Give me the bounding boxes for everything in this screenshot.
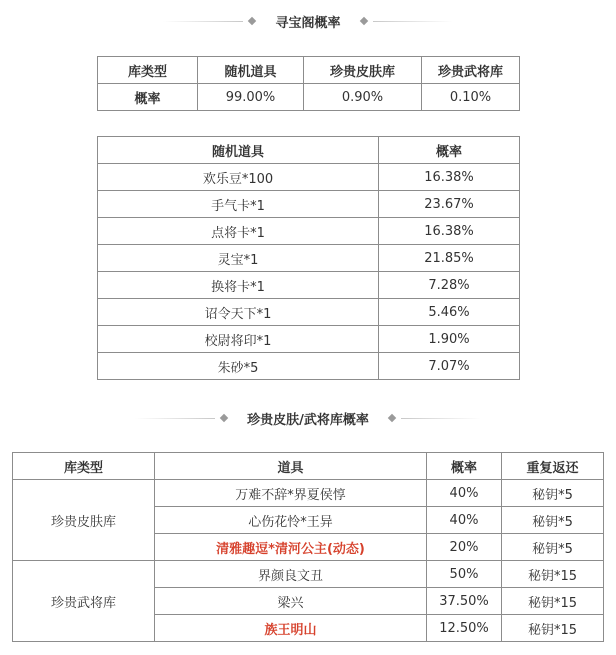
diamond-icon bbox=[220, 414, 228, 422]
item-name: 万难不辞*界夏侯惇 bbox=[155, 480, 427, 507]
item-name: 朱砂*5 bbox=[98, 353, 379, 380]
item-name: 梁兴 bbox=[155, 588, 427, 615]
pool-type: 珍贵武将库 bbox=[13, 561, 155, 642]
table-header-row bbox=[13, 453, 604, 480]
header-cell: 道具 bbox=[155, 453, 427, 480]
item-refund: 秘钥*5 bbox=[502, 507, 604, 534]
header-cell: 库类型 bbox=[98, 57, 198, 84]
diamond-icon bbox=[248, 17, 256, 25]
table-row bbox=[98, 245, 520, 272]
table-header-row bbox=[98, 57, 520, 84]
section-title-text: 寻宝阁概率 bbox=[275, 15, 341, 31]
item-name: 心伤花怜*王异 bbox=[155, 507, 427, 534]
item-prob: 50% bbox=[427, 561, 502, 588]
table-row bbox=[98, 353, 520, 380]
header-cell: 随机道具 bbox=[98, 137, 379, 164]
random-items-table bbox=[97, 136, 520, 380]
summary-probability-table bbox=[97, 56, 520, 111]
item-name-highlight: 清雅趣逗*清河公主(动态) bbox=[155, 534, 427, 561]
item-name-highlight: 族王明山 bbox=[155, 615, 427, 642]
header-cell: 随机道具 bbox=[198, 57, 304, 84]
item-refund: 秘钥*15 bbox=[502, 615, 604, 642]
pool-type: 珍贵皮肤库 bbox=[13, 480, 155, 561]
table-cell: 0.10% bbox=[422, 84, 520, 111]
item-prob: 20% bbox=[427, 534, 502, 561]
item-prob: 7.07% bbox=[379, 353, 520, 380]
item-name: 点将卡*1 bbox=[98, 218, 379, 245]
divider-line bbox=[163, 21, 243, 22]
table-cell: 99.00% bbox=[198, 84, 304, 111]
item-prob: 40% bbox=[427, 480, 502, 507]
item-refund: 秘钥*15 bbox=[502, 561, 604, 588]
table-row bbox=[13, 480, 604, 507]
item-prob: 7.28% bbox=[379, 272, 520, 299]
item-name: 校尉将印*1 bbox=[98, 326, 379, 353]
table-row bbox=[98, 299, 520, 326]
item-prob: 12.50% bbox=[427, 615, 502, 642]
item-prob: 16.38% bbox=[379, 164, 520, 191]
item-prob: 1.90% bbox=[379, 326, 520, 353]
diamond-icon bbox=[359, 17, 367, 25]
header-cell: 库类型 bbox=[13, 453, 155, 480]
table-row bbox=[98, 326, 520, 353]
item-prob: 21.85% bbox=[379, 245, 520, 272]
header-cell: 概率 bbox=[379, 137, 520, 164]
divider-line bbox=[373, 21, 453, 22]
table-row bbox=[98, 164, 520, 191]
item-name: 手气卡*1 bbox=[98, 191, 379, 218]
section-title-text: 珍贵皮肤/武将库概率 bbox=[247, 412, 369, 428]
item-refund: 秘钥*15 bbox=[502, 588, 604, 615]
section-title-treasure bbox=[0, 11, 616, 31]
header-cell: 概率 bbox=[427, 453, 502, 480]
item-name: 换将卡*1 bbox=[98, 272, 379, 299]
table-cell: 0.90% bbox=[304, 84, 422, 111]
header-cell: 珍贵武将库 bbox=[422, 57, 520, 84]
row-label: 概率 bbox=[98, 84, 198, 111]
item-name: 灵宝*1 bbox=[98, 245, 379, 272]
item-prob: 40% bbox=[427, 507, 502, 534]
table-row bbox=[98, 84, 520, 111]
item-prob: 16.38% bbox=[379, 218, 520, 245]
item-name: 界颜良文丑 bbox=[155, 561, 427, 588]
item-prob: 37.50% bbox=[427, 588, 502, 615]
table-row bbox=[98, 272, 520, 299]
diamond-icon bbox=[388, 414, 396, 422]
section-title-rare-pools bbox=[0, 408, 616, 428]
item-refund: 秘钥*5 bbox=[502, 534, 604, 561]
divider-line bbox=[135, 418, 215, 419]
item-refund: 秘钥*5 bbox=[502, 480, 604, 507]
table-header-row bbox=[98, 137, 520, 164]
divider-line bbox=[401, 418, 481, 419]
table-row bbox=[98, 218, 520, 245]
item-prob: 23.67% bbox=[379, 191, 520, 218]
header-cell: 珍贵皮肤库 bbox=[304, 57, 422, 84]
header-cell: 重复返还 bbox=[502, 453, 604, 480]
item-prob: 5.46% bbox=[379, 299, 520, 326]
table-row bbox=[98, 191, 520, 218]
table-row bbox=[13, 561, 604, 588]
item-name: 欢乐豆*100 bbox=[98, 164, 379, 191]
item-name: 诏令天下*1 bbox=[98, 299, 379, 326]
rare-pool-table bbox=[12, 452, 604, 642]
